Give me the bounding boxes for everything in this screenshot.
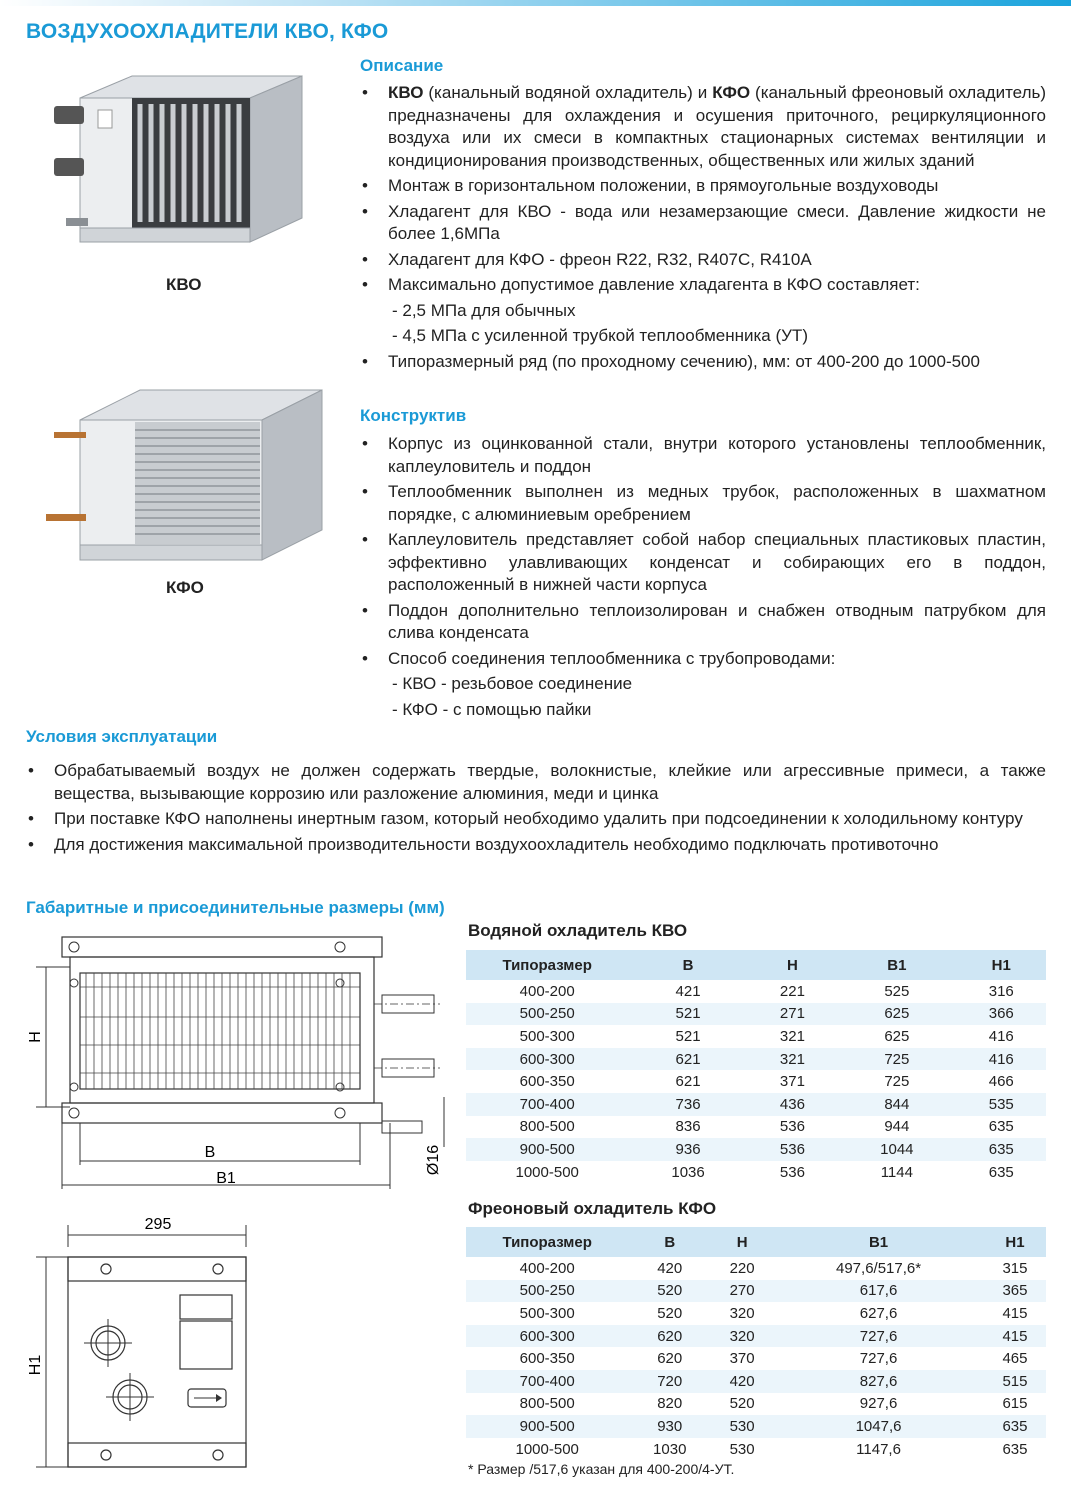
construction-heading: Конструктив — [360, 406, 467, 425]
table-cell: 520 — [628, 1280, 711, 1303]
table-cell: 530 — [729, 1440, 755, 1458]
table-cell: 530 — [711, 1415, 773, 1438]
table-cell: 800-500 — [519, 1395, 575, 1413]
kfo-col-header: B — [628, 1227, 711, 1257]
table-cell: 827,6 — [773, 1370, 984, 1393]
table-cell: 497,6/517,6* — [836, 1259, 922, 1277]
table-cell: 420 — [711, 1370, 773, 1393]
table-cell: 500-250 — [466, 1003, 628, 1026]
table-row — [466, 1302, 1046, 1325]
table-cell: 1047,6 — [773, 1415, 984, 1438]
table-cell: 1036 — [671, 1163, 705, 1181]
table-row — [466, 1138, 1046, 1161]
kvo-photo-label: КВО — [166, 275, 202, 294]
construction-subitem: - КФО - с помощью пайки — [392, 699, 592, 719]
table-cell: 600-300 — [466, 1048, 628, 1071]
kvo-col-header: Типоразмер — [466, 950, 628, 980]
kfo-col-header: B1 — [773, 1227, 984, 1257]
table-cell: 500-300 — [519, 1304, 575, 1322]
dim-label-d16: Ø16 — [425, 1144, 442, 1176]
table-cell: 371 — [779, 1073, 805, 1091]
table-cell: 720 — [628, 1370, 711, 1393]
construction-subitem: - КВО - резьбовое соединение — [392, 674, 633, 693]
table-cell: 600-350 — [519, 1350, 575, 1368]
table-cell: 725 — [837, 1048, 956, 1071]
description-item: • Типоразмерный ряд (по проходному сечению), мм: от 400-200 до 1000-500 — [360, 351, 1046, 374]
table-cell: 316 — [988, 982, 1014, 1000]
table-cell: 600-300 — [466, 1325, 628, 1348]
table-row — [466, 1093, 1046, 1116]
table-row — [466, 1116, 1046, 1139]
table-cell: 736 — [628, 1093, 747, 1116]
construction-item: • Теплообменник выполнен из медных трубок, расположенных в шахматном порядке, с алюминиевым оребрением — [360, 481, 1046, 526]
table-cell: 944 — [884, 1118, 910, 1136]
table-row — [466, 1161, 1046, 1184]
table-cell: 520 — [657, 1304, 683, 1322]
table-cell: 615 — [1002, 1395, 1028, 1413]
conditions-item: • При поставке КФО наполнены инертным газом, который необходимо удалить при подсоединении к холодильному контуру — [26, 808, 1046, 831]
table-cell: 421 — [675, 982, 701, 1000]
table-cell: 536 — [779, 1118, 805, 1136]
table-row — [466, 1025, 1046, 1048]
table-cell: 725 — [884, 1073, 910, 1091]
conditions-list — [26, 760, 1046, 859]
table-cell: 321 — [748, 1048, 837, 1071]
dimensions-heading: Габаритные и присоединительные размеры (мм) — [26, 898, 445, 917]
description-list — [360, 82, 1046, 376]
table-cell: 320 — [729, 1304, 755, 1322]
table-cell: 536 — [748, 1138, 837, 1161]
table-cell: 400-200 — [519, 1259, 575, 1277]
kvo-col-header: B — [628, 950, 747, 980]
table-row — [466, 1415, 1046, 1438]
description-item: • Хладагент для КВО - вода или незамерзающие смеси. Давление жидкости не более 1,6МПа — [360, 201, 1046, 246]
table-cell: 466 — [988, 1073, 1014, 1091]
table-cell: 600-350 — [519, 1073, 575, 1091]
table-cell: 500-250 — [466, 1280, 628, 1303]
table-row — [466, 1325, 1046, 1348]
table-row — [466, 1438, 1046, 1461]
table-cell: 1030 — [653, 1440, 687, 1458]
table-cell: 520 — [729, 1395, 755, 1413]
table-cell: 617,6 — [773, 1280, 984, 1303]
side-view-drawing — [22, 1215, 282, 1485]
table-cell: 220 — [729, 1259, 755, 1277]
description-item: • Монтаж в горизонтальном положении, в прямоугольные воздуховоды — [360, 175, 1046, 198]
table-cell: 416 — [957, 1048, 1047, 1071]
kvo-table-title: Водяной охладитель КВО — [468, 921, 688, 940]
table-cell: 621 — [675, 1073, 701, 1091]
table-cell: 635 — [988, 1118, 1014, 1136]
table-row — [466, 1070, 1046, 1093]
table-cell: 836 — [675, 1118, 701, 1136]
table-cell: 727,6 — [773, 1325, 984, 1348]
kfo-col-header: Типоразмер — [466, 1227, 628, 1257]
description-subitem: - 2,5 МПа для обычных — [392, 300, 576, 320]
table-cell: 366 — [957, 1003, 1047, 1026]
table-row — [466, 1280, 1046, 1303]
table-cell: 927,6 — [859, 1395, 898, 1413]
kvo-col-header: B1 — [837, 950, 956, 980]
description-item: • Хладагент для КФО - фреон R22, R32, R407C, R410A — [360, 249, 1046, 272]
table-cell: 465 — [1002, 1350, 1028, 1368]
construction-item: • Каплеуловитель представляет собой набор специальных пластиковых пластин, эффективно улавливающих конденсат и собирающих его в поддон, расположенный в нижней части корпуса — [360, 529, 1046, 597]
table-cell: 420 — [657, 1259, 683, 1277]
kfo-photo-label: КФО — [166, 578, 204, 597]
table-cell: 535 — [957, 1093, 1047, 1116]
table-cell: 1144 — [880, 1163, 913, 1181]
table-cell: 1044 — [837, 1138, 956, 1161]
dim-label-h: H — [27, 1031, 44, 1043]
kfo-table — [466, 1227, 1046, 1460]
table-cell: 635 — [984, 1415, 1046, 1438]
table-row — [466, 1048, 1046, 1071]
table-cell: 1000-500 — [515, 1163, 579, 1181]
table-cell: 844 — [837, 1093, 956, 1116]
table-row — [466, 1370, 1046, 1393]
kvo-unit-photo — [40, 70, 315, 265]
table-cell: 515 — [984, 1370, 1046, 1393]
construction-item: • Корпус из оцинкованной стали, внутри которого установлены теплообменник, каплеуловитель и поддон — [360, 433, 1046, 478]
table-cell: 930 — [628, 1415, 711, 1438]
table-cell: 365 — [984, 1280, 1046, 1303]
table-row — [466, 1347, 1046, 1370]
table-cell: 635 — [988, 1163, 1014, 1181]
table-row — [466, 980, 1046, 1003]
construction-list — [360, 433, 1046, 724]
table-cell: 820 — [657, 1395, 683, 1413]
table-cell: 525 — [884, 982, 910, 1000]
description-subitem: - 4,5 МПа с усиленной трубкой теплообменника (УТ) — [392, 326, 808, 345]
description-heading: Описание — [360, 56, 444, 75]
table-cell: 416 — [988, 1027, 1014, 1045]
table-cell: 271 — [748, 1003, 837, 1026]
description-item: • КВО (канальный водяной охладитель) и КФО (канальный фреоновый охладитель) предназначены для охлаждения и осушения приточного, рециркуляционного воздуха или их смеси в компактных стационарных системах вентиляции и кондиционирования производственных, общественных или жилых зданий — [360, 82, 1046, 172]
table-cell: 625 — [884, 1027, 910, 1045]
kfo-col-header: H — [711, 1227, 773, 1257]
construction-item: • Поддон дополнительно теплоизолирован и снабжен отводным патрубком для слива конденсата — [360, 600, 1046, 645]
table-row — [466, 1393, 1046, 1416]
dim-label-295: 295 — [144, 1216, 172, 1233]
table-cell: 700-400 — [466, 1093, 628, 1116]
table-cell: 315 — [1002, 1259, 1028, 1277]
description-item: • Максимально допустимое давление хладагента в КФО составляет: — [360, 274, 1046, 297]
page-title: ВОЗДУХООХЛАДИТЕЛИ КВО, КФО — [26, 20, 389, 43]
kvo-table — [466, 950, 1046, 1183]
table-cell: 436 — [748, 1093, 837, 1116]
table-cell: 320 — [711, 1325, 773, 1348]
table-cell: 370 — [729, 1350, 755, 1368]
construction-item: • Способ соединения теплообменника с трубопроводами: — [360, 648, 1046, 671]
table-row — [466, 1003, 1046, 1026]
dim-label-b1: B1 — [216, 1170, 236, 1187]
table-cell: 936 — [628, 1138, 747, 1161]
table-cell: 536 — [779, 1163, 805, 1181]
table-cell: 321 — [779, 1027, 805, 1045]
table-cell: 900-500 — [466, 1415, 628, 1438]
table-cell: 800-500 — [519, 1118, 575, 1136]
table-cell: 700-400 — [466, 1370, 628, 1393]
kfo-unit-photo — [40, 380, 325, 570]
conditions-item: • Для достижения максимальной производительности воздухоохладитель необходимо подключать противоточно — [26, 834, 1046, 857]
table-cell: 500-300 — [519, 1027, 575, 1045]
kfo-table-footnote: * Размер /517,6 указан для 400-200/4-УТ. — [468, 1461, 735, 1477]
table-cell: 625 — [837, 1003, 956, 1026]
table-cell: 900-500 — [466, 1138, 628, 1161]
table-cell: 1147,6 — [856, 1440, 901, 1458]
table-row — [466, 1257, 1046, 1280]
front-view-drawing — [22, 925, 452, 1195]
table-cell: 521 — [628, 1003, 747, 1026]
table-cell: 635 — [957, 1138, 1047, 1161]
table-cell: 270 — [711, 1280, 773, 1303]
table-cell: 620 — [628, 1325, 711, 1348]
conditions-heading: Условия эксплуатации — [26, 727, 218, 746]
table-cell: 415 — [984, 1325, 1046, 1348]
table-cell: 620 — [657, 1350, 683, 1368]
table-cell: 221 — [779, 982, 805, 1000]
table-cell: 627,6 — [859, 1304, 898, 1322]
kfo-col-header: H1 — [984, 1227, 1046, 1257]
kvo-col-header: H — [748, 950, 837, 980]
table-cell: 400-200 — [519, 982, 575, 1000]
dim-label-h1: H1 — [27, 1354, 44, 1376]
kfo-table-title: Фреоновый охладитель КФО — [468, 1199, 717, 1218]
table-cell: 1000-500 — [515, 1440, 579, 1458]
dim-label-b: B — [204, 1144, 216, 1161]
table-cell: 521 — [675, 1027, 701, 1045]
table-cell: 415 — [1002, 1304, 1028, 1322]
kvo-col-header: H1 — [957, 950, 1047, 980]
table-cell: 635 — [1002, 1440, 1028, 1458]
conditions-item: • Обрабатываемый воздух не должен содержать твердые, волокнистые, клейкие или агрессивные примеси, а также вещества, вызывающие коррозию или разложение алюминия, меди и цинка — [26, 760, 1046, 805]
table-cell: 727,6 — [859, 1350, 898, 1368]
table-cell: 621 — [628, 1048, 747, 1071]
top-accent-bar — [0, 0, 1071, 6]
